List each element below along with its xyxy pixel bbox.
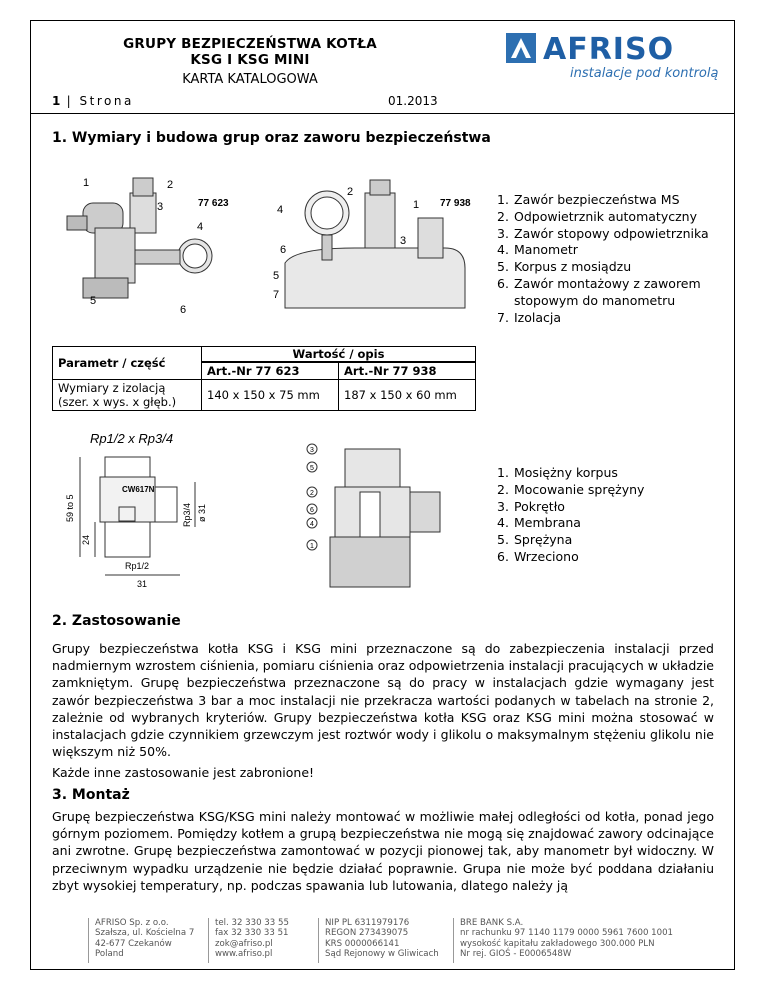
table-header-value: Wartość / opis: [202, 347, 476, 363]
list-item: 1. Zawór bezpieczeństwa MS: [497, 192, 680, 207]
valve-callout-6: 6: [310, 507, 314, 514]
footer-divider: [318, 918, 319, 963]
application-paragraph: Grupy bezpieczeństwa kotła KSG i KSG mini przeznaczone są do zabezpieczenia instalacji przed nadmiernym wzrostem ciśnienia, pomiaru ciśnienia oraz odpowietrzenia instalacji pracujących w układzie zamkniętym. Grupę bezpieczeństwa przeznaczone są do pracy w instalacjach gdzie wymagany jest zawór bezpieczeństwa 3 bar a moc instalacji nie przekracza wartości podanych w tabelach na stronie 2, zależnie od wybranych kryteriów. Grupy bezpieczeństwa kotła KSG oraz KSG mini można stosować w instalacjach gdzie czynnikiem grzewczym jest roztwór wody i glikolu o maksymalnym stężeniu glikolu nie większym niż 50%.: [52, 641, 714, 760]
table-cell-label: Wymiary z izolacją (szer. x wys. x głęb.): [53, 380, 202, 411]
table-header-param: Parametr / część: [53, 347, 202, 380]
dim-rp12: Rp1/2: [125, 561, 150, 571]
callout-4-right: 4: [277, 204, 284, 216]
valve-callout-1: 1: [310, 543, 314, 550]
document-subtitle: KARTA KATALOGOWA: [182, 72, 318, 87]
section-3-heading: 3. Montaż: [52, 787, 130, 803]
footer-divider: [208, 918, 209, 963]
table-cell-val1: 140 x 150 x 75 mm: [202, 380, 339, 411]
callout-5-right: 5: [273, 270, 280, 282]
callout-2-right: 2: [347, 186, 354, 198]
valve-cross-section: [300, 437, 450, 592]
list-item: 3. Pokrętło: [497, 498, 565, 514]
footer-registry: NIP PL 6311979176 REGON 273439075 KRS 0000066141 Sąd Rejonowy w Gliwicach: [325, 918, 439, 960]
valve-callout-3: 3: [310, 447, 314, 454]
list-item: 4. Manometr: [497, 242, 578, 258]
callout-3-right: 3: [400, 235, 407, 247]
list-item: 2. Odpowietrznik automatyczny: [497, 208, 697, 224]
page-label: 1 | Strona: [52, 94, 134, 108]
dim-31: 31: [137, 579, 148, 589]
table-header-col1: Art.-Nr 77 623: [202, 363, 339, 380]
callout-6-right: 6: [280, 244, 287, 256]
callout-7-right: 7: [273, 289, 280, 301]
list-item: 6. Zawór montażowy z zaworem stopowym do manometru: [497, 275, 701, 308]
list-item: 4. Membrana: [497, 515, 581, 531]
valve-callout-2: 2: [310, 490, 314, 497]
callout-5-left: 5: [90, 295, 97, 307]
list-item: 1. Mosiężny korpus: [497, 465, 618, 480]
thread-label: Rp1/2 x Rp3/4: [90, 431, 174, 446]
footer-contact: tel. 32 330 33 55 fax 32 330 33 51 zok@afriso.pl www.afriso.pl: [215, 918, 289, 960]
callout-2-left: 2: [167, 179, 174, 191]
footer-divider: [88, 918, 89, 963]
list-item: 7. Izolacja: [497, 309, 562, 325]
callout-4-left: 4: [197, 221, 204, 233]
technical-drawing: [55, 427, 230, 592]
mounting-paragraph: Grupę bezpieczeństwa KSG/KSG mini należy montować w możliwie małej odległości od kotła, ponad jego górnym poziomem. Pomiędzy kotłem a grupą bezpieczeństwa nie mogą się znajdować zawory odcinające ani zwrotne. Grupę bezpieczeństwa zamontować w pozycji pionowej tak, aby manometr był widoczny. W przeciwnym wypadku urządzenie nie będzie działać poprawnie. Grupa nie może być poddana działaniu zbyt wysokiej temperatury, np. podczas spawania lub lutowania, dlatego należy ją: [52, 809, 714, 893]
art-number-right: 77 938: [440, 198, 471, 209]
footer-company: AFRISO Sp. z o.o. Szałsza, ul. Kościelna 7 42-677 Czekanów Poland: [95, 918, 195, 960]
dim-d31: ø 31: [197, 503, 207, 522]
callout-6-left: 6: [180, 304, 187, 316]
logo-wordmark: AFRISO: [543, 32, 675, 67]
callout-3-left: 3: [157, 201, 164, 213]
footer-bank: BRE BANK S.A. nr rachunku 97 1140 1179 0000 5961 7600 1001 wysokość kapitału zakładowego 300.000 PLN Nr rej. GIOŚ - E0006548W: [460, 918, 674, 960]
list-item: 2. Mocowanie sprężyny: [497, 481, 645, 497]
dim-24: 24: [81, 534, 91, 545]
section-2-heading: 2. Zastosowanie: [52, 613, 181, 629]
valve-parts-list: [497, 465, 697, 566]
list-item: 5. Sprężyna: [497, 532, 573, 548]
table-row: [53, 380, 476, 411]
parameters-table: [52, 346, 476, 411]
callout-1-right: 1: [413, 199, 420, 211]
valve-callout-4: 4: [310, 521, 314, 528]
table-header-col2: Art.-Nr 77 938: [339, 363, 476, 380]
table-cell-val2: 187 x 150 x 60 mm: [339, 380, 476, 411]
list-item: 6. Wrzeciono: [497, 548, 579, 564]
product-figure-groups: [55, 168, 495, 328]
document-date: 01.2013: [388, 94, 438, 108]
art-number-left: 77 623: [198, 198, 229, 209]
header-divider: [30, 113, 735, 114]
forbidden-use-note: Każde inne zastosowanie jest zabronione!: [52, 765, 315, 780]
parts-list: [497, 192, 737, 326]
dim-height: 59 to 5: [65, 494, 75, 522]
document-title: GRUPY BEZPIECZEŃSTWA KOTŁA KSG I KSG MINI: [123, 36, 377, 68]
valve-callout-5: 5: [310, 465, 314, 472]
afriso-logo-icon: [506, 33, 536, 63]
section-1-heading: 1. Wymiary i budowa grup oraz zaworu bezpieczeństwa: [52, 130, 491, 146]
logo-tagline: instalacje pod kontrolą: [570, 66, 719, 81]
footer-divider: [453, 918, 454, 963]
callout-1-left: 1: [83, 177, 90, 189]
list-item: 5. Korpus z mosiądzu: [497, 259, 632, 275]
valve-brand-mark: CW617N: [122, 485, 155, 494]
dim-rp34: Rp3/4: [182, 502, 192, 527]
list-item: 3. Zawór stopowy odpowietrznika: [497, 225, 709, 241]
